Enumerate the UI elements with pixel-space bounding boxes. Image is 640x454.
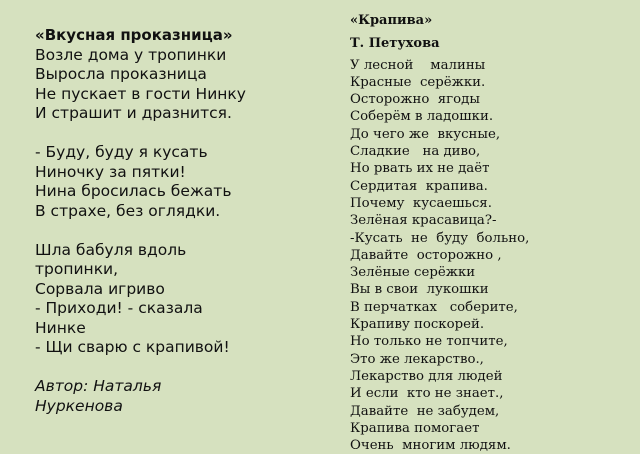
poem-line: Нинке [35, 318, 86, 337]
poem-left-title: «Вкусная проказница» [35, 26, 233, 44]
poem-left-author: Автор: Наталья [35, 377, 162, 395]
poem-line: Ниночку за пятки! [35, 162, 186, 181]
poem-left-author: Нуркенова [35, 396, 123, 415]
stanza-gap [35, 124, 325, 144]
poem-line: Шла бабуля вдоль [35, 240, 187, 259]
stanza-gap [35, 221, 325, 241]
poem-right-title: «Крапива» [350, 13, 433, 28]
poem-line: В страхе, без оглядки. [35, 201, 221, 220]
poem-line: Выросла проказница [35, 65, 207, 83]
poem-line: Соберём в ладошки. [350, 109, 494, 125]
poem-line: Крапиву поскорей. [350, 317, 485, 333]
poem-line: Возле дома у тропинки [35, 45, 227, 64]
poem-line: Но рвать их не даёт [350, 161, 490, 177]
stanza-gap [35, 358, 325, 378]
poem-line: Лекарство для людей [350, 368, 503, 384]
poem-line: Но только не топчите, [350, 334, 508, 350]
poem-right [350, 12, 630, 454]
poem-line: Давайте осторожно , [350, 247, 502, 263]
poem-line: И если кто не знает., [350, 386, 504, 402]
poem-line: Крапива помогает [350, 420, 480, 436]
poem-line: Это же лекарство., [350, 351, 484, 367]
poem-line: тропинки, [35, 260, 119, 278]
poem-line: Сердитая крапива. [350, 178, 488, 194]
poem-line: Вы в свои лукошки [350, 282, 489, 298]
poem-line: Зелёные серёжки [350, 265, 476, 281]
poem-line: В перчатках соберите, [350, 299, 518, 315]
poem-line: Почему кусаешься. [350, 195, 492, 211]
poem-line: - Приходи! - сказала [35, 299, 203, 317]
poem-line: Давайте не забудем, [350, 403, 500, 419]
poem-right-author: Т. Петухова [350, 36, 440, 52]
poem-line: Сладкие на диво, [350, 144, 481, 160]
poem-line: Нина бросилась бежать [35, 182, 232, 200]
poem-line: Красные серёжки. [350, 74, 486, 90]
poem-line: - Щи сварю с крапивой! [35, 338, 230, 356]
poem-line: До чего же вкусные, [350, 126, 501, 142]
poem-line: Не пускает в гости Нинку [35, 84, 246, 103]
poem-line: Сорвала игриво [35, 279, 165, 298]
poem-line: Осторожно ягоды [350, 92, 480, 108]
poem-line: И страшит и дразнится. [35, 104, 232, 122]
poem-left [35, 26, 325, 416]
poem-line: Очень многим людям. [350, 438, 511, 454]
poem-line: Зелёная красавица?- [350, 213, 497, 229]
poem-line: -Кусать не буду больно, [350, 230, 530, 246]
poem-line: - Буду, буду я кусать [35, 143, 208, 161]
poem-line: У лесной малины [350, 57, 486, 73]
